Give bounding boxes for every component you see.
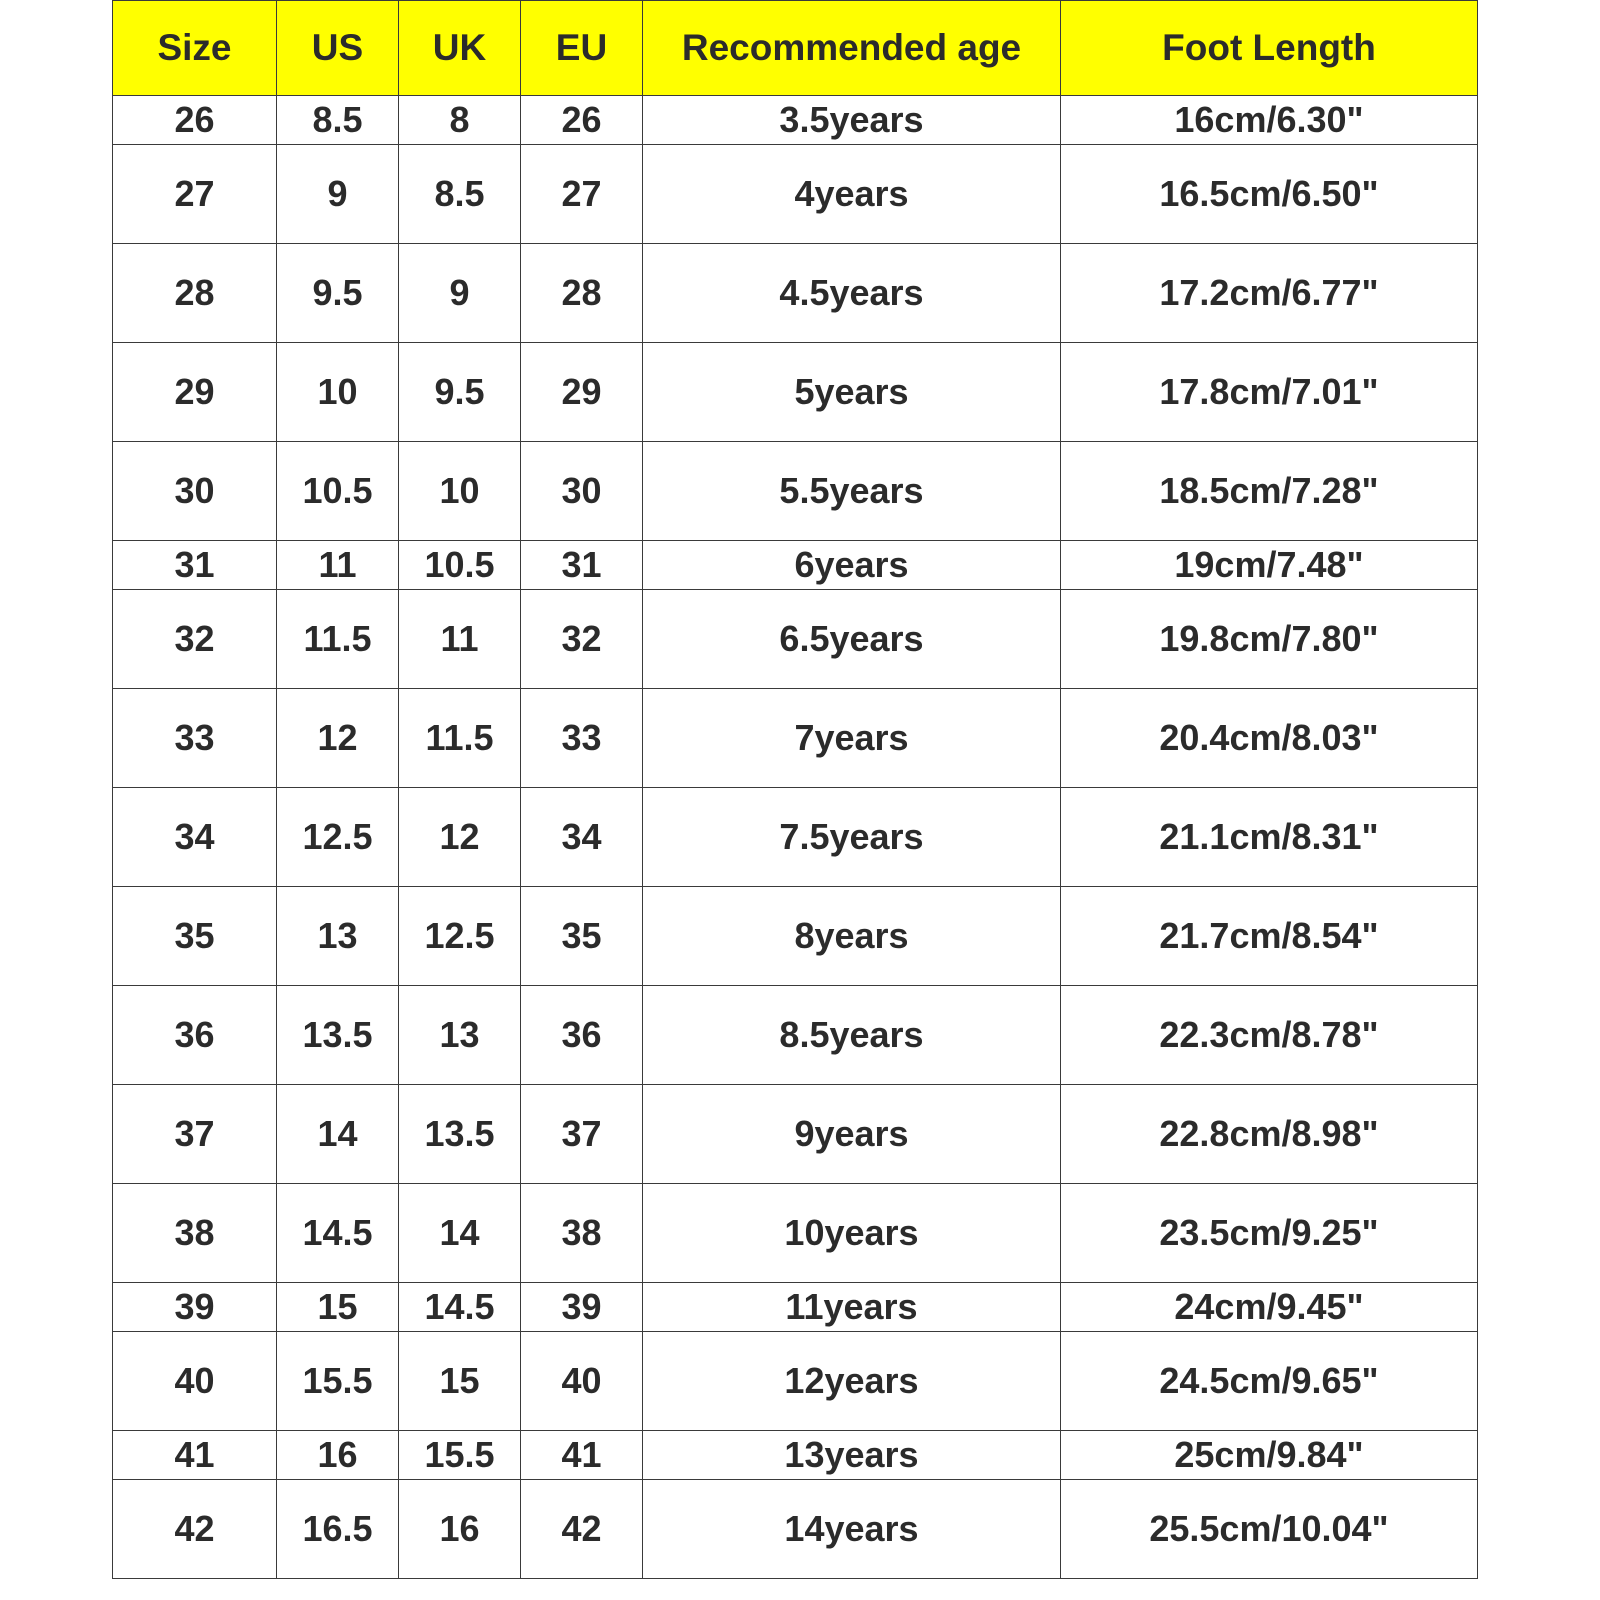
cell-us: 10.5 <box>277 442 399 541</box>
table-row <box>113 1431 1478 1480</box>
header-uk: UK <box>399 1 521 96</box>
cell-eu: 41 <box>521 1431 643 1480</box>
header-eu: EU <box>521 1 643 96</box>
table-row <box>113 1085 1478 1184</box>
cell-us: 9 <box>277 145 399 244</box>
cell-us: 12 <box>277 689 399 788</box>
cell-eu: 30 <box>521 442 643 541</box>
size-chart-table <box>112 0 1478 1579</box>
table-row <box>113 1283 1478 1332</box>
cell-uk: 10 <box>399 442 521 541</box>
table-header <box>113 1 1478 96</box>
cell-age: 11years <box>643 1283 1061 1332</box>
cell-foot-length: 25.5cm/10.04" <box>1061 1480 1478 1579</box>
header-foot-length: Foot Length <box>1061 1 1478 96</box>
table-body <box>113 96 1478 1579</box>
cell-foot-length: 21.1cm/8.31" <box>1061 788 1478 887</box>
cell-us: 15 <box>277 1283 399 1332</box>
table-row <box>113 1480 1478 1579</box>
cell-uk: 13.5 <box>399 1085 521 1184</box>
cell-us: 10 <box>277 343 399 442</box>
header-size: Size <box>113 1 277 96</box>
cell-us: 13 <box>277 887 399 986</box>
cell-foot-length: 19cm/7.48" <box>1061 541 1478 590</box>
table-row <box>113 1184 1478 1283</box>
cell-foot-length: 23.5cm/9.25" <box>1061 1184 1478 1283</box>
cell-age: 14years <box>643 1480 1061 1579</box>
cell-size: 26 <box>113 96 277 145</box>
header-recommended-age: Recommended age <box>643 1 1061 96</box>
cell-eu: 39 <box>521 1283 643 1332</box>
cell-foot-length: 22.3cm/8.78" <box>1061 986 1478 1085</box>
cell-size: 36 <box>113 986 277 1085</box>
cell-foot-length: 21.7cm/8.54" <box>1061 887 1478 986</box>
cell-size: 28 <box>113 244 277 343</box>
cell-age: 13years <box>643 1431 1061 1480</box>
cell-uk: 13 <box>399 986 521 1085</box>
cell-foot-length: 17.8cm/7.01" <box>1061 343 1478 442</box>
cell-size: 37 <box>113 1085 277 1184</box>
cell-eu: 27 <box>521 145 643 244</box>
cell-us: 15.5 <box>277 1332 399 1431</box>
cell-size: 38 <box>113 1184 277 1283</box>
cell-uk: 8 <box>399 96 521 145</box>
table-row <box>113 590 1478 689</box>
cell-foot-length: 17.2cm/6.77" <box>1061 244 1478 343</box>
cell-size: 32 <box>113 590 277 689</box>
cell-age: 5.5years <box>643 442 1061 541</box>
cell-foot-length: 24cm/9.45" <box>1061 1283 1478 1332</box>
cell-foot-length: 25cm/9.84" <box>1061 1431 1478 1480</box>
cell-size: 29 <box>113 343 277 442</box>
cell-eu: 32 <box>521 590 643 689</box>
cell-uk: 15 <box>399 1332 521 1431</box>
cell-eu: 34 <box>521 788 643 887</box>
cell-eu: 38 <box>521 1184 643 1283</box>
cell-size: 34 <box>113 788 277 887</box>
cell-eu: 35 <box>521 887 643 986</box>
cell-size: 39 <box>113 1283 277 1332</box>
table-row <box>113 887 1478 986</box>
cell-foot-length: 24.5cm/9.65" <box>1061 1332 1478 1431</box>
cell-age: 7years <box>643 689 1061 788</box>
cell-us: 12.5 <box>277 788 399 887</box>
table-row <box>113 145 1478 244</box>
cell-age: 7.5years <box>643 788 1061 887</box>
cell-eu: 42 <box>521 1480 643 1579</box>
cell-age: 6.5years <box>643 590 1061 689</box>
header-row <box>113 1 1478 96</box>
cell-us: 14 <box>277 1085 399 1184</box>
cell-eu: 37 <box>521 1085 643 1184</box>
cell-size: 42 <box>113 1480 277 1579</box>
cell-age: 3.5years <box>643 96 1061 145</box>
cell-age: 8years <box>643 887 1061 986</box>
cell-us: 16 <box>277 1431 399 1480</box>
cell-uk: 10.5 <box>399 541 521 590</box>
table-row <box>113 442 1478 541</box>
cell-size: 41 <box>113 1431 277 1480</box>
cell-uk: 11 <box>399 590 521 689</box>
cell-uk: 8.5 <box>399 145 521 244</box>
cell-uk: 9.5 <box>399 343 521 442</box>
cell-uk: 11.5 <box>399 689 521 788</box>
cell-eu: 26 <box>521 96 643 145</box>
cell-foot-length: 18.5cm/7.28" <box>1061 442 1478 541</box>
cell-us: 16.5 <box>277 1480 399 1579</box>
cell-foot-length: 16.5cm/6.50" <box>1061 145 1478 244</box>
cell-us: 11.5 <box>277 590 399 689</box>
table-row <box>113 244 1478 343</box>
cell-age: 12years <box>643 1332 1061 1431</box>
cell-uk: 12 <box>399 788 521 887</box>
cell-size: 35 <box>113 887 277 986</box>
cell-foot-length: 22.8cm/8.98" <box>1061 1085 1478 1184</box>
cell-uk: 16 <box>399 1480 521 1579</box>
cell-eu: 40 <box>521 1332 643 1431</box>
cell-eu: 33 <box>521 689 643 788</box>
cell-uk: 12.5 <box>399 887 521 986</box>
cell-age: 4years <box>643 145 1061 244</box>
table-row <box>113 986 1478 1085</box>
cell-uk: 15.5 <box>399 1431 521 1480</box>
cell-us: 8.5 <box>277 96 399 145</box>
cell-foot-length: 16cm/6.30" <box>1061 96 1478 145</box>
table-row <box>113 96 1478 145</box>
table-row <box>113 788 1478 887</box>
cell-us: 13.5 <box>277 986 399 1085</box>
cell-age: 10years <box>643 1184 1061 1283</box>
table-row <box>113 689 1478 788</box>
cell-eu: 29 <box>521 343 643 442</box>
cell-eu: 31 <box>521 541 643 590</box>
cell-age: 4.5years <box>643 244 1061 343</box>
header-us: US <box>277 1 399 96</box>
cell-us: 9.5 <box>277 244 399 343</box>
cell-us: 11 <box>277 541 399 590</box>
cell-age: 5years <box>643 343 1061 442</box>
cell-size: 27 <box>113 145 277 244</box>
cell-uk: 9 <box>399 244 521 343</box>
cell-eu: 28 <box>521 244 643 343</box>
cell-size: 33 <box>113 689 277 788</box>
cell-foot-length: 19.8cm/7.80" <box>1061 590 1478 689</box>
cell-age: 6years <box>643 541 1061 590</box>
cell-uk: 14.5 <box>399 1283 521 1332</box>
table-row <box>113 541 1478 590</box>
cell-size: 31 <box>113 541 277 590</box>
cell-age: 8.5years <box>643 986 1061 1085</box>
cell-size: 40 <box>113 1332 277 1431</box>
table-row <box>113 1332 1478 1431</box>
cell-eu: 36 <box>521 986 643 1085</box>
cell-size: 30 <box>113 442 277 541</box>
cell-uk: 14 <box>399 1184 521 1283</box>
cell-foot-length: 20.4cm/8.03" <box>1061 689 1478 788</box>
cell-us: 14.5 <box>277 1184 399 1283</box>
cell-age: 9years <box>643 1085 1061 1184</box>
table-row <box>113 343 1478 442</box>
